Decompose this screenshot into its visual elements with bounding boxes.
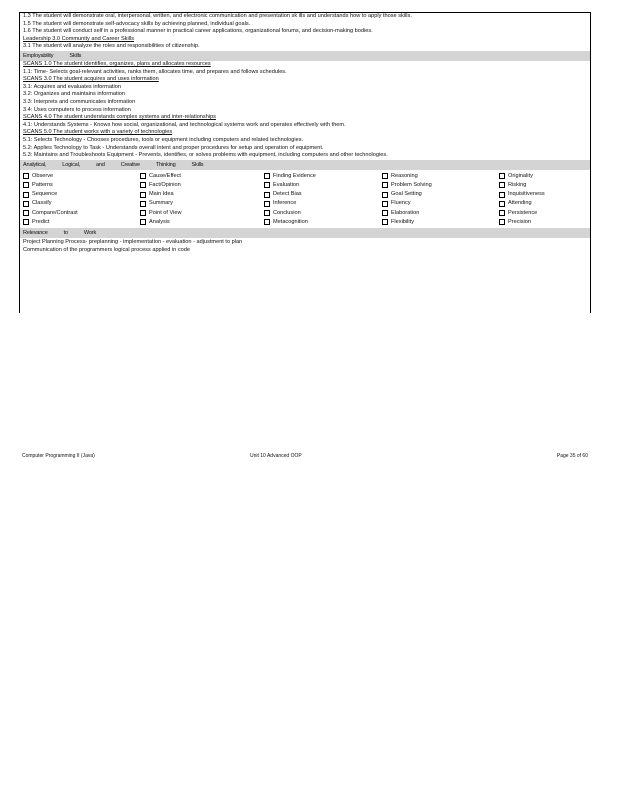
relevance-to-work-header [20,228,590,238]
scans-line: 4.1: Understands Systems - Knows how social, organizational, and technological systems work and operates effectively with them. [23,121,346,128]
checkbox-label: Precision [508,218,532,225]
checkbox-label: Summary [149,200,173,207]
thinking-skills-header [20,160,590,170]
skill-checkbox-item[interactable] [499,172,591,181]
skill-checkbox-item[interactable] [499,181,591,190]
checkbox[interactable] [140,201,146,207]
relevance-header-word: Relevance [23,229,48,236]
checkbox[interactable] [140,182,146,188]
section-heading: Leadership 3.0 Community and Career Skills [23,35,134,42]
scans-line: 5.1: Selects Technology - Chooses procedures, tools or equipment including computers and related technologies. [23,136,304,143]
checkbox[interactable] [499,173,505,179]
standard-line: 1.3 The student will demonstrate oral, interpersonal, written, and electronic communication and presentation sk ills and understands how to apply those skills. [23,13,412,19]
checkbox-label: Metacognition [273,218,308,225]
standards-table [19,12,591,313]
checkbox-label: Predict [32,218,50,225]
skill-checkbox-item[interactable] [140,172,264,181]
checkbox[interactable] [499,201,505,207]
checkbox-label: Goal Setting [391,191,422,198]
footer-course: Computer Programming II (Java) [22,453,95,459]
skill-checkbox-item[interactable] [23,209,140,218]
skill-checkbox-item[interactable] [264,172,382,181]
checkbox[interactable] [140,219,146,225]
checkbox[interactable] [264,201,270,207]
employability-header-word: Employability [23,52,54,59]
employability-skills-header [20,51,590,61]
thinking-header-word: and [95,161,105,168]
skill-checkbox-item[interactable] [140,199,264,208]
scans-line: 3.1: Acquires and evaluates information [23,83,121,90]
checkbox-label: Persistence [508,209,538,216]
checkbox-label: Detect Bias [273,191,302,198]
checkbox[interactable] [499,219,505,225]
skill-checkbox-item[interactable] [23,172,140,181]
standard-line: 3.1 The student will analyze the roles and responsibilities of citizenship. [23,43,200,50]
skill-checkbox-item[interactable] [264,218,382,227]
checkbox[interactable] [264,173,270,179]
checkbox-label: Classify [32,200,52,207]
thinking-header-word: Creative [120,161,140,168]
skill-checkbox-item[interactable] [23,181,140,190]
checkbox[interactable] [140,173,146,179]
scans-line: 3.2: Organizes and maintains information [23,91,125,98]
checkbox-label: Observe [32,172,54,179]
checkbox-label: Analysis [149,218,170,225]
skill-checkbox-item[interactable] [499,218,591,227]
checkbox[interactable] [23,201,29,207]
relevance-header-word: Work [83,229,97,236]
relevance-lines [20,238,590,254]
checkbox[interactable] [23,182,29,188]
skill-checkbox-item[interactable] [140,218,264,227]
standard-line: 1.5 The student will demonstrate self-advocacy skills by achieving planned, individual goals. [23,20,251,27]
checkbox[interactable] [382,210,388,216]
thinking-header-word: Skills [191,161,204,168]
skill-checkbox-item[interactable] [382,181,499,190]
scans-line: 5.3: Maintains and Troubleshoots Equipment - Prevents, identifies, or solves problems with equipment, including computers and other technologies. [23,152,388,159]
checkbox[interactable] [382,192,388,198]
checkbox-label: Compare/Contrast [32,209,78,216]
checkbox-label: Risking [508,181,527,188]
thinking-header-word: Thinking [155,161,176,168]
relevance-header-word: to [63,229,68,236]
checkbox[interactable] [264,182,270,188]
checkbox-label: Evaluation [273,181,300,188]
skill-checkbox-item[interactable] [264,181,382,190]
scans-line: 3.4: Uses computers to process information [23,106,131,113]
checkbox-label: Flexibility [391,218,415,225]
section-heading: SCANS 4.0 The student understands complex systems and inter-relationships [23,114,216,121]
checkbox-label: Reasoning [391,172,418,179]
scans-lines [20,61,590,160]
checkbox-label: Inference [273,200,297,207]
checkbox[interactable] [140,210,146,216]
scans-line: 3.3: Interprets and communicates information [23,98,136,105]
skill-checkbox-item[interactable] [382,172,499,181]
section-heading: SCANS 1.0 The student identifies, organizes, plans and allocates resources [23,60,211,67]
checkbox[interactable] [23,173,29,179]
checkbox-label: Conclusion [273,209,301,216]
checkbox[interactable] [264,192,270,198]
skill-checkbox-item[interactable] [382,218,499,227]
checkbox-label: Elaboration [391,209,420,216]
footer-unit: Unit 10 Advanced OOP [250,453,302,459]
skill-checkbox-item[interactable] [140,181,264,190]
standard-line: 1.6 The student will conduct self in a professional manner in practical career applications, organizational forums, and decision-making bodies. [23,28,373,35]
checkbox-label: Fluency [391,200,411,207]
skill-checkbox-item[interactable] [382,199,499,208]
skill-checkbox-item[interactable] [264,190,382,199]
skill-checkbox-item[interactable] [140,209,264,218]
standards-lines [20,13,590,51]
checkbox-label: Originality [508,172,533,179]
checkbox[interactable] [23,192,29,198]
skill-checkbox-item[interactable] [264,199,382,208]
checkbox[interactable] [23,210,29,216]
checkbox[interactable] [382,173,388,179]
skill-checkbox-item[interactable] [499,190,591,199]
skill-checkbox-item[interactable] [382,190,499,199]
skill-checkbox-item[interactable] [382,209,499,218]
checkbox-label: Main Idea [149,191,174,198]
checkbox-label: Attending [508,200,532,207]
skill-checkbox-item[interactable] [23,218,140,227]
section-heading: SCANS 3.0 The student acquires and uses information [23,76,159,83]
checkbox-label: Sequence [32,191,58,198]
checkbox[interactable] [264,219,270,225]
relevance-line: Communication of the programmers logical process applied in code [23,246,190,253]
section-heading: SCANS 5.0 The student works with a variety of technologies [23,129,173,136]
checkbox-label: Cause/Effect [149,172,181,179]
thinking-header-word: Analytical, [23,161,47,168]
thinking-header-word: Logical, [62,161,80,168]
skill-checkbox-item[interactable] [499,209,591,218]
checkbox[interactable] [140,192,146,198]
checkbox-label: Inquisitiveness [508,191,545,198]
checkbox-label: Fact/Opinion [149,181,181,188]
checkbox[interactable] [382,182,388,188]
thinking-skills-checklist [20,170,590,228]
scans-line: 5.2: Applies Technology to Task - Understands overall intent and proper procedures for setup and operation of equipment. [23,144,324,151]
checkbox[interactable] [264,210,270,216]
employability-header-word: Skills [69,52,82,59]
checkbox-label: Finding Evidence [273,172,316,179]
checkbox[interactable] [499,192,505,198]
checkbox[interactable] [499,182,505,188]
checkbox[interactable] [23,219,29,225]
checkbox[interactable] [499,210,505,216]
checkbox-label: Problem Solving [391,181,432,188]
skill-checkbox-item[interactable] [264,209,382,218]
skill-checkbox-item[interactable] [23,199,140,208]
checkbox-label: Point of View [149,209,182,216]
relevance-line: Project Planning Process- preplanning - implementation - evaluation - adjustment to plan [23,238,243,245]
skill-checkbox-item[interactable] [499,199,591,208]
skill-checkbox-item[interactable] [140,190,264,199]
checkbox[interactable] [382,219,388,225]
skill-checkbox-item[interactable] [23,190,140,199]
footer-page-number: Page 35 of 60 [556,453,588,459]
checkbox-label: Patterns [32,181,53,188]
checkbox[interactable] [382,201,388,207]
scans-line: 1.1: Time- Selects goal-relevant activities, ranks them, allocates time, and prepares and follows schedules. [23,68,287,75]
